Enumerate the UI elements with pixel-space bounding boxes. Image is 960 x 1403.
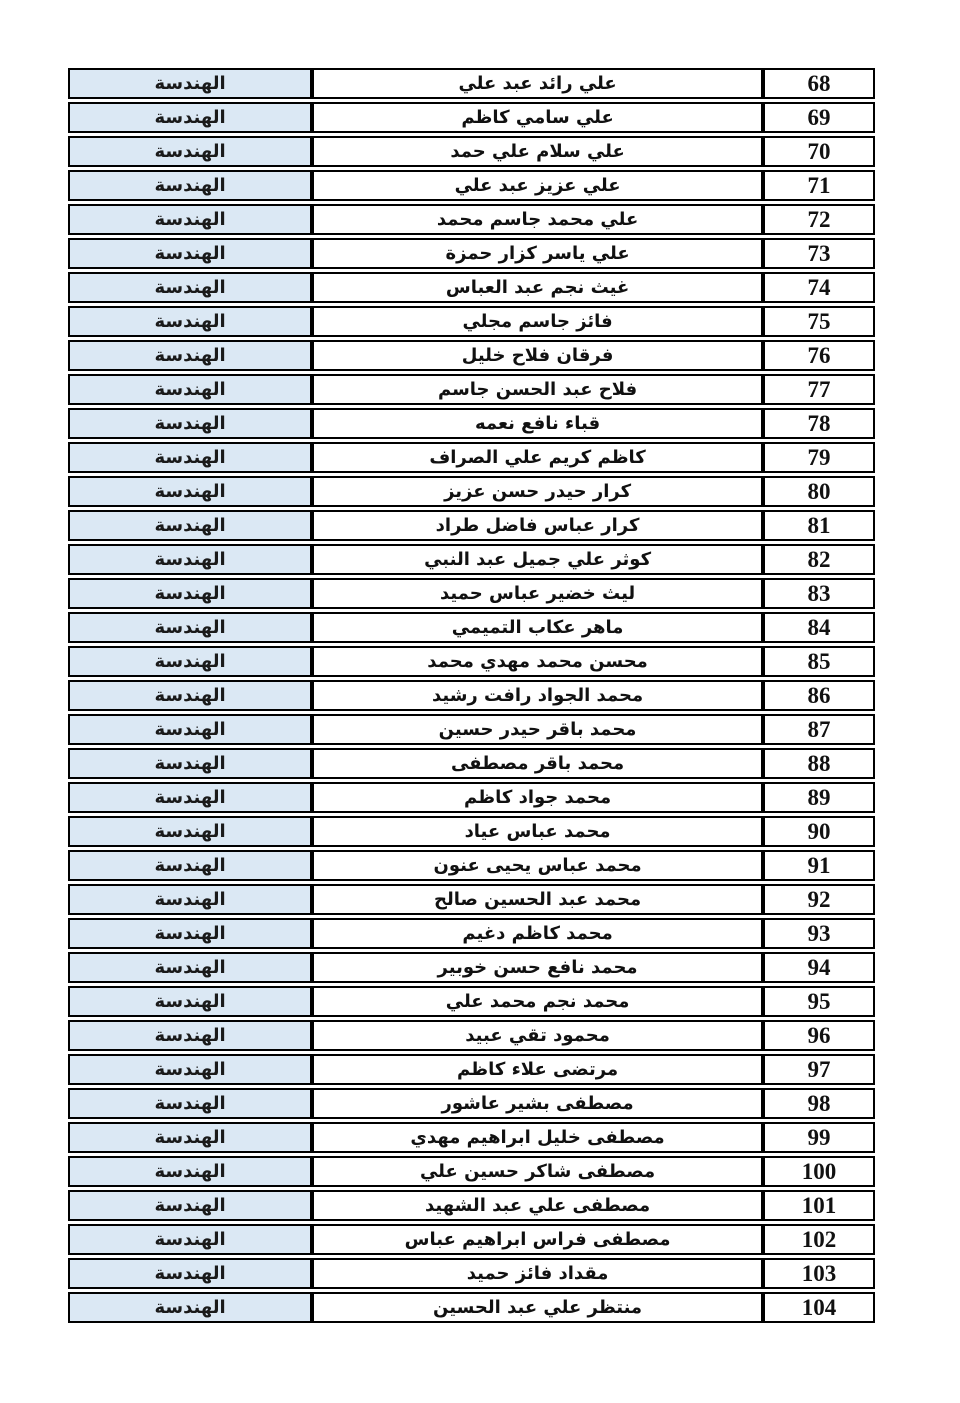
number-cell: 77 bbox=[763, 374, 875, 405]
department-cell: الهندسة bbox=[68, 510, 312, 541]
number-cell: 73 bbox=[763, 238, 875, 269]
department-cell: الهندسة bbox=[68, 340, 312, 371]
department-cell: الهندسة bbox=[68, 476, 312, 507]
table-row bbox=[68, 1156, 875, 1187]
table-row bbox=[68, 170, 875, 201]
table-row bbox=[68, 1020, 875, 1051]
number-cell: 98 bbox=[763, 1088, 875, 1119]
name-cell: محمود تقي عبيد bbox=[312, 1020, 763, 1051]
name-cell: محمد باقر حيدر حسين bbox=[312, 714, 763, 745]
number-cell: 74 bbox=[763, 272, 875, 303]
department-cell: الهندسة bbox=[68, 272, 312, 303]
number-cell: 96 bbox=[763, 1020, 875, 1051]
department-cell: الهندسة bbox=[68, 952, 312, 983]
name-cell: ليث خضير عباس حميد bbox=[312, 578, 763, 609]
number-cell: 86 bbox=[763, 680, 875, 711]
name-cell: محمد الجواد رافت رشيد bbox=[312, 680, 763, 711]
department-cell: الهندسة bbox=[68, 714, 312, 745]
number-cell: 68 bbox=[763, 68, 875, 99]
table-row bbox=[68, 578, 875, 609]
number-cell: 71 bbox=[763, 170, 875, 201]
table-row bbox=[68, 918, 875, 949]
department-cell: الهندسة bbox=[68, 918, 312, 949]
table-row bbox=[68, 340, 875, 371]
student-roster-table bbox=[68, 65, 875, 1326]
department-cell: الهندسة bbox=[68, 1054, 312, 1085]
name-cell: كرار حيدر حسن عزيز bbox=[312, 476, 763, 507]
department-cell: الهندسة bbox=[68, 204, 312, 235]
number-cell: 82 bbox=[763, 544, 875, 575]
name-cell: كاظم كريم علي الصراف bbox=[312, 442, 763, 473]
department-cell: الهندسة bbox=[68, 1258, 312, 1289]
department-cell: الهندسة bbox=[68, 748, 312, 779]
name-cell: فرقان فلاح خليل bbox=[312, 340, 763, 371]
table-row bbox=[68, 544, 875, 575]
name-cell: غيث نجم عبد العباس bbox=[312, 272, 763, 303]
name-cell: ماهر عكاب التميمي bbox=[312, 612, 763, 643]
department-cell: الهندسة bbox=[68, 544, 312, 575]
number-cell: 94 bbox=[763, 952, 875, 983]
name-cell: مصطفى شاكر حسين علي bbox=[312, 1156, 763, 1187]
department-cell: الهندسة bbox=[68, 408, 312, 439]
name-cell: محمد جواد كاظم bbox=[312, 782, 763, 813]
name-cell: منتظر علي عبد الحسين bbox=[312, 1292, 763, 1323]
number-cell: 83 bbox=[763, 578, 875, 609]
name-cell: علي محمد جاسم محمد bbox=[312, 204, 763, 235]
table-row bbox=[68, 1224, 875, 1255]
name-cell: محمد عبد الحسين صالح bbox=[312, 884, 763, 915]
department-cell: الهندسة bbox=[68, 1190, 312, 1221]
department-cell: الهندسة bbox=[68, 68, 312, 99]
roster-table-body bbox=[68, 68, 875, 1323]
name-cell: فائز جاسم مجلي bbox=[312, 306, 763, 337]
department-cell: الهندسة bbox=[68, 374, 312, 405]
department-cell: الهندسة bbox=[68, 986, 312, 1017]
table-row bbox=[68, 646, 875, 677]
name-cell: محمد نافع حسن خوبير bbox=[312, 952, 763, 983]
number-cell: 88 bbox=[763, 748, 875, 779]
table-row bbox=[68, 374, 875, 405]
table-row bbox=[68, 1054, 875, 1085]
number-cell: 97 bbox=[763, 1054, 875, 1085]
name-cell: مقداد فائز حميد bbox=[312, 1258, 763, 1289]
department-cell: الهندسة bbox=[68, 136, 312, 167]
department-cell: الهندسة bbox=[68, 1122, 312, 1153]
number-cell: 102 bbox=[763, 1224, 875, 1255]
table-row bbox=[68, 476, 875, 507]
number-cell: 92 bbox=[763, 884, 875, 915]
department-cell: الهندسة bbox=[68, 102, 312, 133]
name-cell: محمد باقر مصطفى bbox=[312, 748, 763, 779]
department-cell: الهندسة bbox=[68, 1156, 312, 1187]
name-cell: علي عزيز عبد علي bbox=[312, 170, 763, 201]
department-cell: الهندسة bbox=[68, 238, 312, 269]
name-cell: محمد كاظم دغيم bbox=[312, 918, 763, 949]
table-row bbox=[68, 1122, 875, 1153]
number-cell: 81 bbox=[763, 510, 875, 541]
table-row bbox=[68, 1258, 875, 1289]
number-cell: 84 bbox=[763, 612, 875, 643]
department-cell: الهندسة bbox=[68, 646, 312, 677]
name-cell: علي ياسر كزار حمزة bbox=[312, 238, 763, 269]
number-cell: 89 bbox=[763, 782, 875, 813]
table-row bbox=[68, 850, 875, 881]
table-row bbox=[68, 782, 875, 813]
department-cell: الهندسة bbox=[68, 1020, 312, 1051]
number-cell: 91 bbox=[763, 850, 875, 881]
name-cell: علي رائد عبد علي bbox=[312, 68, 763, 99]
table-row bbox=[68, 102, 875, 133]
table-row bbox=[68, 510, 875, 541]
name-cell: محمد عباس عياد bbox=[312, 816, 763, 847]
table-row bbox=[68, 884, 875, 915]
number-cell: 104 bbox=[763, 1292, 875, 1323]
number-cell: 93 bbox=[763, 918, 875, 949]
table-row bbox=[68, 748, 875, 779]
name-cell: قباء نافع نعمه bbox=[312, 408, 763, 439]
department-cell: الهندسة bbox=[68, 578, 312, 609]
number-cell: 76 bbox=[763, 340, 875, 371]
department-cell: الهندسة bbox=[68, 442, 312, 473]
department-cell: الهندسة bbox=[68, 680, 312, 711]
name-cell: مصطفى علي عبد الشهيد bbox=[312, 1190, 763, 1221]
name-cell: محمد عباس يحيى عنون bbox=[312, 850, 763, 881]
table-row bbox=[68, 272, 875, 303]
number-cell: 87 bbox=[763, 714, 875, 745]
department-cell: الهندسة bbox=[68, 1224, 312, 1255]
table-row bbox=[68, 816, 875, 847]
table-row bbox=[68, 952, 875, 983]
name-cell: فلاح عبد الحسن جاسم bbox=[312, 374, 763, 405]
table-row bbox=[68, 714, 875, 745]
number-cell: 99 bbox=[763, 1122, 875, 1153]
name-cell: مصطفى فراس ابراهيم عباس bbox=[312, 1224, 763, 1255]
department-cell: الهندسة bbox=[68, 816, 312, 847]
name-cell: علي سامي كاظم bbox=[312, 102, 763, 133]
table-row bbox=[68, 680, 875, 711]
number-cell: 85 bbox=[763, 646, 875, 677]
number-cell: 95 bbox=[763, 986, 875, 1017]
table-row bbox=[68, 986, 875, 1017]
number-cell: 70 bbox=[763, 136, 875, 167]
number-cell: 72 bbox=[763, 204, 875, 235]
number-cell: 79 bbox=[763, 442, 875, 473]
name-cell: محمد نجم محمد علي bbox=[312, 986, 763, 1017]
name-cell: مرتضى علاء كاظم bbox=[312, 1054, 763, 1085]
department-cell: الهندسة bbox=[68, 170, 312, 201]
number-cell: 100 bbox=[763, 1156, 875, 1187]
table-row bbox=[68, 408, 875, 439]
number-cell: 69 bbox=[763, 102, 875, 133]
number-cell: 90 bbox=[763, 816, 875, 847]
department-cell: الهندسة bbox=[68, 884, 312, 915]
number-cell: 80 bbox=[763, 476, 875, 507]
table-row bbox=[68, 1088, 875, 1119]
table-row bbox=[68, 238, 875, 269]
department-cell: الهندسة bbox=[68, 782, 312, 813]
table-row bbox=[68, 68, 875, 99]
department-cell: الهندسة bbox=[68, 850, 312, 881]
department-cell: الهندسة bbox=[68, 1088, 312, 1119]
name-cell: مصطفى بشير عاشور bbox=[312, 1088, 763, 1119]
name-cell: علي سلام علي حمد bbox=[312, 136, 763, 167]
number-cell: 101 bbox=[763, 1190, 875, 1221]
name-cell: مصطفى خليل ابراهيم مهدي bbox=[312, 1122, 763, 1153]
table-row bbox=[68, 204, 875, 235]
table-row bbox=[68, 612, 875, 643]
number-cell: 103 bbox=[763, 1258, 875, 1289]
table-row bbox=[68, 1292, 875, 1323]
department-cell: الهندسة bbox=[68, 1292, 312, 1323]
department-cell: الهندسة bbox=[68, 612, 312, 643]
table-row bbox=[68, 1190, 875, 1221]
name-cell: كرار عباس فاضل طراد bbox=[312, 510, 763, 541]
department-cell: الهندسة bbox=[68, 306, 312, 337]
number-cell: 78 bbox=[763, 408, 875, 439]
table-row bbox=[68, 306, 875, 337]
name-cell: محسن محمد مهدي محمد bbox=[312, 646, 763, 677]
table-row bbox=[68, 136, 875, 167]
table-row bbox=[68, 442, 875, 473]
name-cell: كوثر علي جميل عبد النبي bbox=[312, 544, 763, 575]
number-cell: 75 bbox=[763, 306, 875, 337]
